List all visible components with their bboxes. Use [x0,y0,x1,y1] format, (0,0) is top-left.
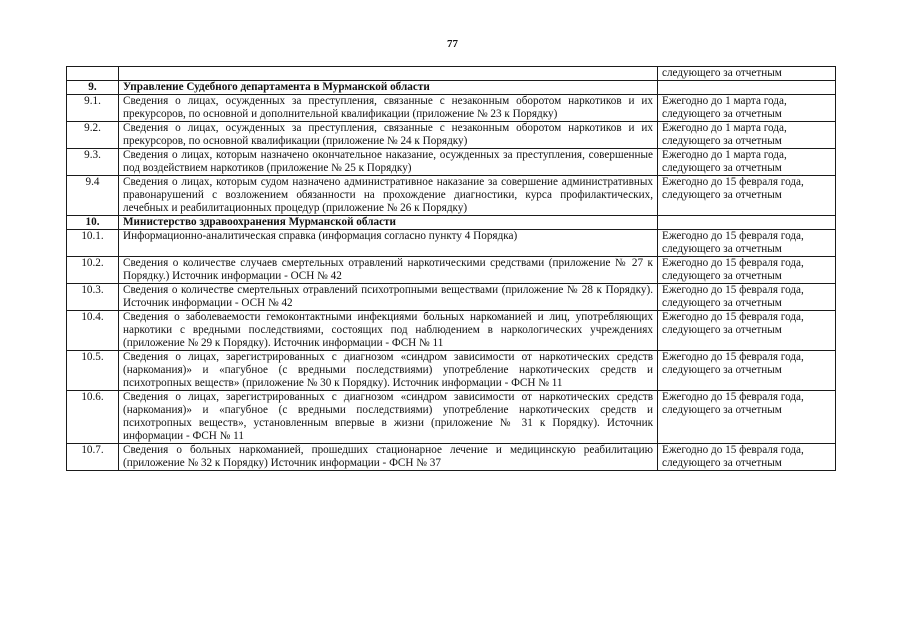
row-number: 9. [67,81,119,95]
row-description: Сведения о лицах, зарегистрированных с диагнозом «синдром зависимости от наркотических средств (наркомания)» и «пагубное (с вредными последствиями) употребление наркотических средств и психотропных веществ», установленным впервые в жизни (приложение № 31 к Порядку). Источник информации - ФСН № 11 [119,391,658,444]
row-deadline: Ежегодно до 15 февраля года, следующего за отчетным [658,176,836,216]
table-row [67,444,836,471]
section-title: Министерство здравоохранения Мурманской области [119,216,658,230]
row-description: Информационно-аналитическая справка (информация согласно пункту 4 Порядка) [119,230,658,257]
row-number: 10.2. [67,257,119,284]
page-number: 77 [447,38,458,50]
row-number: 10.7. [67,444,119,471]
table-row [67,351,836,391]
row-description: Сведения о количестве смертельных отравлений психотропными веществами (приложение № 28 к Порядку). Источник информации - ОСН № 42 [119,284,658,311]
row-description: Сведения о количестве случаев смертельных отравлений наркотическими средствами (приложение № 27 к Порядку.) Источник информации - ОСН № 42 [119,257,658,284]
row-deadline: Ежегодно до 15 февраля года, следующего за отчетным [658,257,836,284]
row-number: 9.3. [67,149,119,176]
row-deadline: Ежегодно до 15 февраля года, следующего за отчетным [658,391,836,444]
table-body [67,67,836,471]
row-description: Сведения о лицах, зарегистрированных с диагнозом «синдром зависимости от наркотических средств (наркомания)» и «пагубное (с вредными последствиями) употребление наркотических средств и психотропных веществ» (приложение № 30 к Порядку). Источник информации - ФСН № 11 [119,351,658,391]
continuation-row [67,67,836,81]
row-deadline: Ежегодно до 15 февраля года, следующего за отчетным [658,311,836,351]
row-description: Сведения о лицах, осужденных за преступления, связанные с незаконным оборотом наркотиков и их прекурсоров, по основной и дополнительной квалификации (приложение № 23 к Порядку) [119,95,658,122]
table-row [67,122,836,149]
table-row [67,391,836,444]
reporting-schedule-table [66,66,836,471]
row-number: 9.4 [67,176,119,216]
row-description: Сведения о заболеваемости гемоконтактными инфекциями больных наркоманией и лиц, употребляющих наркотики с вредными последствиями, состоящих под наблюдением в наркологических учреждениях (приложение № 29 к Порядку). Источник информации - ФСН № 11 [119,311,658,351]
table-row [67,95,836,122]
row-deadline [658,216,836,230]
section-title: Управление Судебного департамента в Мурманской области [119,81,658,95]
table-row [67,311,836,351]
row-number: 9.2. [67,122,119,149]
row-description: Сведения о лицах, осужденных за преступления, связанные с незаконным оборотом наркотиков и их прекурсоров, по основной квалификации (приложение № 24 к Порядку) [119,122,658,149]
row-deadline: Ежегодно до 15 февраля года, следующего за отчетным [658,284,836,311]
row-description: Сведения о лицах, которым судом назначено административное наказание за совершение административных правонарушений с возложением обязанности на прохождение диагностики, курса профилактических, лечебных и реабилитационных процедур (приложение № 26 к Порядку) [119,176,658,216]
section-row [67,216,836,230]
table-row [67,176,836,216]
row-description: Сведения о лицах, которым назначено окончательное наказание, осужденных за преступления, совершенные под воздействием наркотиков (приложение № 25 к Порядку) [119,149,658,176]
section-row [67,81,836,95]
row-description: Сведения о больных наркоманией, прошедших стационарное лечение и медицинскую реабилитацию (приложение № 32 к Порядку) Источник информации - ФСН № 37 [119,444,658,471]
row-number: 10.3. [67,284,119,311]
row-description [119,67,658,81]
row-number: 10. [67,216,119,230]
row-deadline: Ежегодно до 15 февраля года, следующего за отчетным [658,444,836,471]
row-deadline: следующего за отчетным [658,67,836,81]
row-number [67,67,119,81]
row-deadline: Ежегодно до 15 февраля года, следующего за отчетным [658,230,836,257]
row-deadline: Ежегодно до 1 марта года, следующего за отчетным [658,122,836,149]
row-deadline: Ежегодно до 1 марта года, следующего за отчетным [658,149,836,176]
table-row [67,149,836,176]
row-number: 10.1. [67,230,119,257]
table-row [67,230,836,257]
row-number: 10.6. [67,391,119,444]
row-number: 10.5. [67,351,119,391]
row-number: 10.4. [67,311,119,351]
table-row [67,257,836,284]
row-number: 9.1. [67,95,119,122]
row-deadline: Ежегодно до 1 марта года, следующего за отчетным [658,95,836,122]
row-deadline [658,81,836,95]
table-row [67,284,836,311]
row-deadline: Ежегодно до 15 февраля года, следующего за отчетным [658,351,836,391]
